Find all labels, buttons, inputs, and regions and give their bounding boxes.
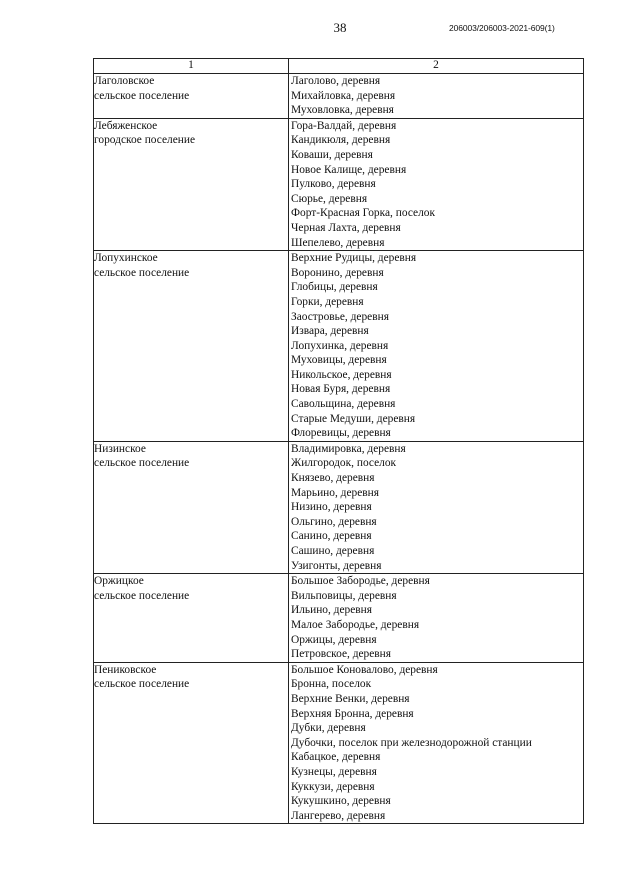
- district-cell: [94, 441, 289, 573]
- settlement-item: Большое Забородье, деревня: [291, 575, 430, 588]
- settlement-item: Жилгородок, поселок: [291, 457, 397, 470]
- settlement-item: Муховловка, деревня: [291, 104, 394, 117]
- settlement-item: Дубочки, поселок при железнодорожной станции: [291, 736, 532, 749]
- district-name-line: сельское поселение: [94, 89, 190, 102]
- table-body: [94, 74, 584, 824]
- settlement-item: Марьино, деревня: [291, 486, 379, 499]
- settlements-cell: [289, 251, 584, 442]
- settlement-item: Верхняя Бронна, деревня: [291, 707, 414, 720]
- district-name-line: городское поселение: [94, 134, 196, 147]
- settlement-item: Новая Буря, деревня: [291, 383, 391, 396]
- settlement-item: Сашино, деревня: [291, 545, 375, 557]
- settlement-item: Муховицы, деревня: [291, 354, 387, 367]
- table-row: [94, 74, 584, 119]
- settlements-cell: [289, 662, 584, 824]
- settlement-item: Ильино, деревня: [291, 604, 373, 617]
- table-row: [94, 118, 584, 250]
- settlement-item: Верхние Рудицы, деревня: [291, 252, 417, 265]
- settlement-item: Кабацкое, деревня: [291, 751, 381, 764]
- settlement-item: Ольгино, деревня: [291, 515, 377, 528]
- settlement-item: Низино, деревня: [291, 501, 372, 514]
- settlement-item: Флоревицы, деревня: [291, 427, 391, 440]
- settlement-item: Гора-Валдай, деревня: [291, 119, 397, 132]
- district-name-line: сельское поселение: [94, 266, 190, 279]
- district-cell: [94, 251, 289, 442]
- settlement-item: Кукушкино, деревня: [291, 795, 391, 808]
- district-cell: [94, 118, 289, 250]
- settlement-item: Лангерево, деревня: [291, 809, 386, 822]
- settlement-item: Владимировка, деревня: [291, 442, 406, 455]
- district-name-line: Лопухинское: [94, 252, 158, 265]
- settlements-cell: [289, 574, 584, 663]
- settlement-item: Лаголово, деревня: [291, 75, 381, 87]
- settlement-item: Глобицы, деревня: [291, 281, 378, 294]
- column-header-1: 1: [94, 59, 289, 74]
- settlement-item: Пулково, деревня: [291, 178, 376, 191]
- settlements-cell: [289, 74, 584, 119]
- settlement-item: Сюрье, деревня: [291, 192, 368, 205]
- settlement-item: Шепелево, деревня: [291, 236, 385, 249]
- settlement-item: Заостровье, деревня: [291, 310, 389, 323]
- district-name-line: Пениковское: [94, 663, 157, 676]
- settlement-item: Кандикюля, деревня: [291, 134, 391, 147]
- settlement-item: Князево, деревня: [291, 472, 375, 485]
- settlement-item: Вильповицы, деревня: [291, 589, 397, 602]
- table-header-row: [94, 59, 584, 74]
- settlement-item: Кузнецы, деревня: [291, 765, 377, 778]
- district-cell: [94, 74, 289, 119]
- settlement-item: Михайловка, деревня: [291, 89, 396, 102]
- district-cell: [94, 574, 289, 663]
- settlement-item: Куккузи, деревня: [291, 780, 375, 793]
- settlement-item: Санино, деревня: [291, 530, 372, 543]
- settlement-item: Воронино, деревня: [291, 266, 384, 279]
- settlement-item: Лопухинка, деревня: [291, 339, 389, 352]
- table-row: [94, 574, 584, 663]
- table-row: [94, 441, 584, 573]
- settlement-item: Бронна, поселок: [291, 678, 372, 691]
- district-name-line: сельское поселение: [94, 457, 190, 470]
- settlement-item: Горки, деревня: [291, 295, 364, 308]
- settlement-item: Савольщина, деревня: [291, 398, 396, 411]
- table-row: [94, 662, 584, 824]
- settlements-table: [93, 58, 584, 824]
- document-code: 206003/206003-2021-609(1): [449, 23, 555, 33]
- settlement-item: Петровское, деревня: [291, 648, 392, 661]
- district-name-line: Низинское: [94, 442, 146, 455]
- settlement-item: Извара, деревня: [291, 325, 369, 338]
- district-name-line: сельское поселение: [94, 678, 190, 691]
- settlement-item: Большое Коновалово, деревня: [291, 663, 438, 676]
- column-header-2: 2: [289, 59, 584, 74]
- table-row: [94, 251, 584, 442]
- settlement-item: Старые Медуши, деревня: [291, 412, 416, 425]
- district-name-line: Лебяженское: [94, 119, 158, 132]
- settlement-item: Узигонты, деревня: [291, 559, 382, 572]
- settlement-item: Новое Калище, деревня: [291, 163, 407, 176]
- settlement-item: Черная Лахта, деревня: [291, 221, 401, 234]
- settlement-item: Никольское, деревня: [291, 368, 392, 381]
- district-name-line: сельское поселение: [94, 589, 190, 602]
- settlement-item: Коваши, деревня: [291, 148, 373, 161]
- page-number: 38: [333, 20, 347, 35]
- settlement-item: Малое Забородье, деревня: [291, 618, 420, 631]
- district-cell: [94, 662, 289, 824]
- settlement-item: Оржицы, деревня: [291, 633, 377, 646]
- district-name-line: Лаголовское: [94, 75, 155, 87]
- settlement-item: Форт-Красная Горка, поселок: [291, 207, 435, 220]
- district-name-line: Оржицкое: [94, 575, 144, 588]
- settlement-item: Верхние Венки, деревня: [291, 692, 410, 705]
- settlements-cell: [289, 441, 584, 573]
- settlement-item: Дубки, деревня: [291, 722, 366, 735]
- settlements-cell: [289, 118, 584, 250]
